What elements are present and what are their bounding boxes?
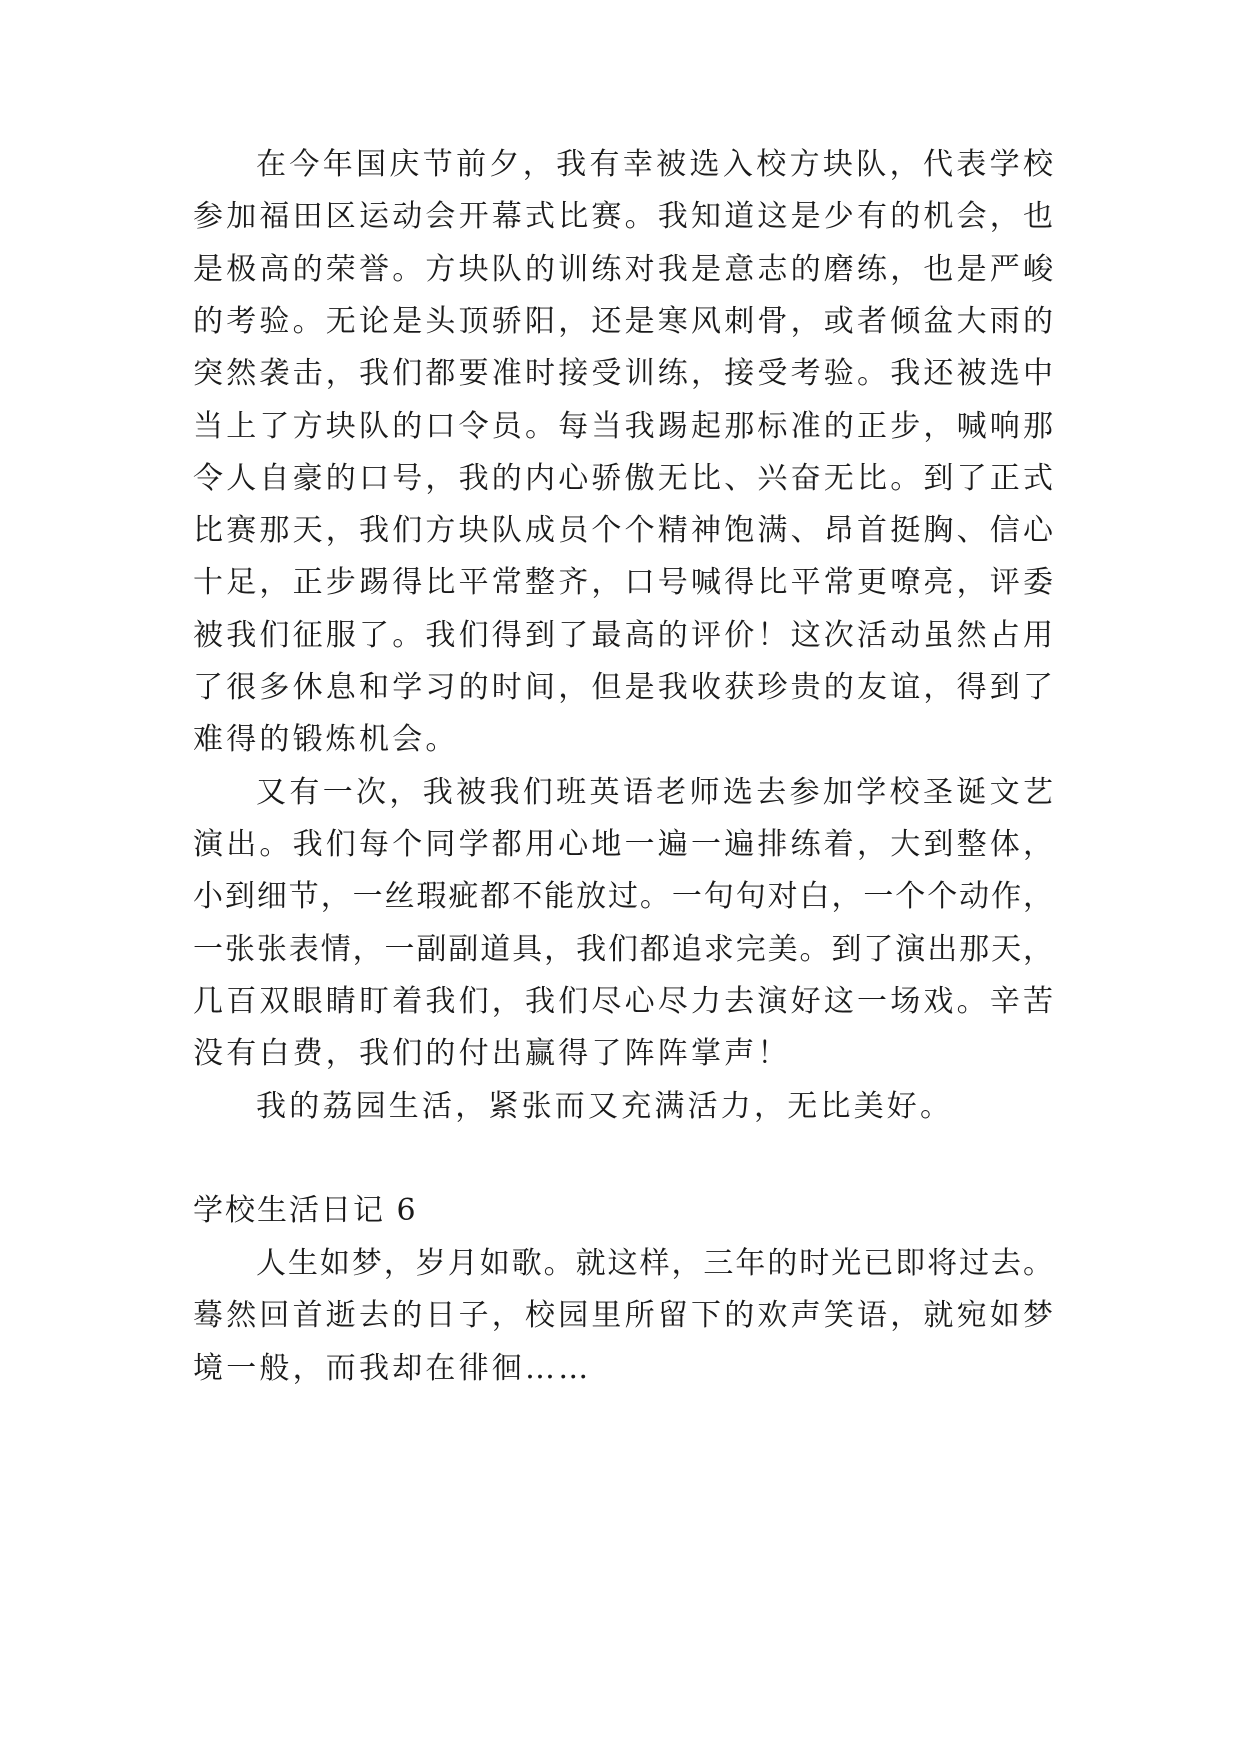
- paragraph-line: 小到细节，一丝瑕疵都不能放过。一句句对白，一个个动作，: [193, 879, 1053, 914]
- paragraph-line: 难得的锻炼机会。: [193, 722, 459, 757]
- paragraph-line: 被我们征服了。我们得到了最高的评价！这次活动虽然占用: [193, 618, 1053, 653]
- paragraph-line: 又有一次，我被我们班英语老师选去参加学校圣诞文艺: [256, 775, 1053, 810]
- paragraph-line: 令人自豪的口号，我的内心骄傲无比、兴奋无比。到了正式: [193, 461, 1053, 496]
- paragraph-line: 的考验。无论是头顶骄阳，还是寒风刺骨，或者倾盆大雨的: [193, 304, 1053, 339]
- paragraph-line: 蓦然回首逝去的日子，校园里所留下的欢声笑语，就宛如梦: [193, 1298, 1053, 1333]
- paragraph-line: 人生如梦，岁月如歌。就这样，三年的时光已即将过去。: [256, 1246, 1053, 1281]
- paragraph-line: 是极高的荣誉。方块队的训练对我是意志的磨练，也是严峻: [193, 252, 1053, 287]
- paragraph-line: 没有白费，我们的付出赢得了阵阵掌声！: [193, 1036, 791, 1071]
- paragraph-line: 一张张表情，一副副道具，我们都追求完美。到了演出那天，: [193, 932, 1053, 967]
- paragraph-line: 比赛那天，我们方块队成员个个精神饱满、昂首挺胸、信心: [193, 513, 1053, 548]
- paragraph-line: 参加福田区运动会开幕式比赛。我知道这是少有的机会，也: [193, 199, 1053, 234]
- paragraph-line: 演出。我们每个同学都用心地一遍一遍排练着，大到整体，: [193, 827, 1053, 862]
- paragraph-line: 几百双眼睛盯着我们，我们尽心尽力去演好这一场戏。辛苦: [193, 984, 1053, 1019]
- paragraph-line: 境一般，而我却在徘徊……: [193, 1351, 592, 1386]
- paragraph-line: 我的荔园生活，紧张而又充满活力，无比美好。: [256, 1089, 954, 1124]
- paragraph-line: 在今年国庆节前夕，我有幸被选入校方块队，代表学校: [256, 147, 1053, 182]
- paragraph-line: 十足，正步踢得比平常整齐，口号喊得比平常更嘹亮，评委: [193, 565, 1053, 600]
- paragraph-line: 突然袭击，我们都要准时接受训练，接受考验。我还被选中: [193, 356, 1053, 391]
- section-title: 学校生活日记 6: [193, 1193, 418, 1228]
- paragraph-line: 了很多休息和学习的时间，但是我收获珍贵的友谊，得到了: [193, 670, 1053, 705]
- paragraph-line: 当上了方块队的口令员。每当我踢起那标准的正步，喊响那: [193, 409, 1053, 444]
